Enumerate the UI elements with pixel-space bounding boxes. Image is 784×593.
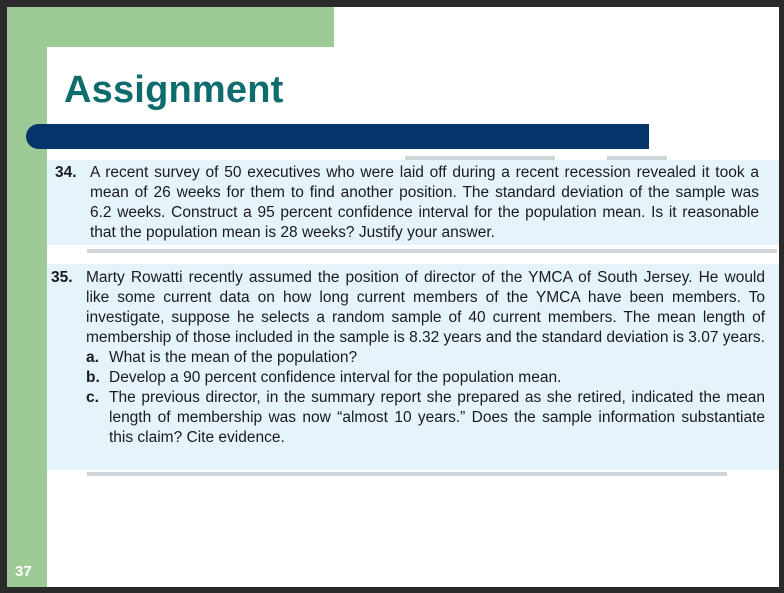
cropped-text-remnant (87, 249, 777, 253)
problem-34-box (47, 160, 779, 245)
page-number: 37 (15, 563, 32, 580)
green-side-band (7, 7, 47, 587)
problem-35-box (47, 264, 779, 470)
slide-title: Assignment (64, 69, 284, 111)
cropped-text-remnant (87, 472, 727, 476)
problem-part-c (86, 388, 765, 448)
problem-text: Marty Rowatti recently assumed the position of director of the YMCA of South Jersey. He would like some current data on how long current members of the YMCA have been members. To investigate, suppose he selects a random sample of 40 current members. The mean length of membership of those included in the sample is 8.32 years and the standard deviation is 3.07 years. (86, 269, 765, 346)
part-label: c. (86, 389, 99, 406)
title-underline-bar (26, 124, 649, 149)
part-label: b. (86, 369, 100, 386)
problem-text: A recent survey of 50 executives who were laid off during a recent recession revealed it took a mean of 26 weeks for them to find another position. The standard deviation of the sample was 6.2 weeks. Construct a 95 percent confidence interval for the population mean. Is it reasonable that the population mean is 28 weeks? Justify your answer. (90, 164, 759, 241)
green-top-band (7, 7, 334, 47)
part-text: The previous director, in the summary report she prepared as she retired, indicated the mean length of membership was now “almost 10 years.” Does the sample information substantiate this claim? Cite evidence. (109, 389, 765, 446)
part-text: What is the mean of the population? (109, 349, 358, 366)
part-text: Develop a 90 percent confidence interval for the population mean. (109, 369, 562, 386)
slide (7, 7, 779, 587)
problem-34 (55, 163, 759, 243)
problem-number: 35. (51, 269, 73, 286)
problem-number: 34. (55, 164, 77, 181)
problem-35 (51, 268, 765, 448)
part-label: a. (86, 349, 99, 366)
problem-part-a (86, 348, 765, 368)
problem-part-b (86, 368, 765, 388)
